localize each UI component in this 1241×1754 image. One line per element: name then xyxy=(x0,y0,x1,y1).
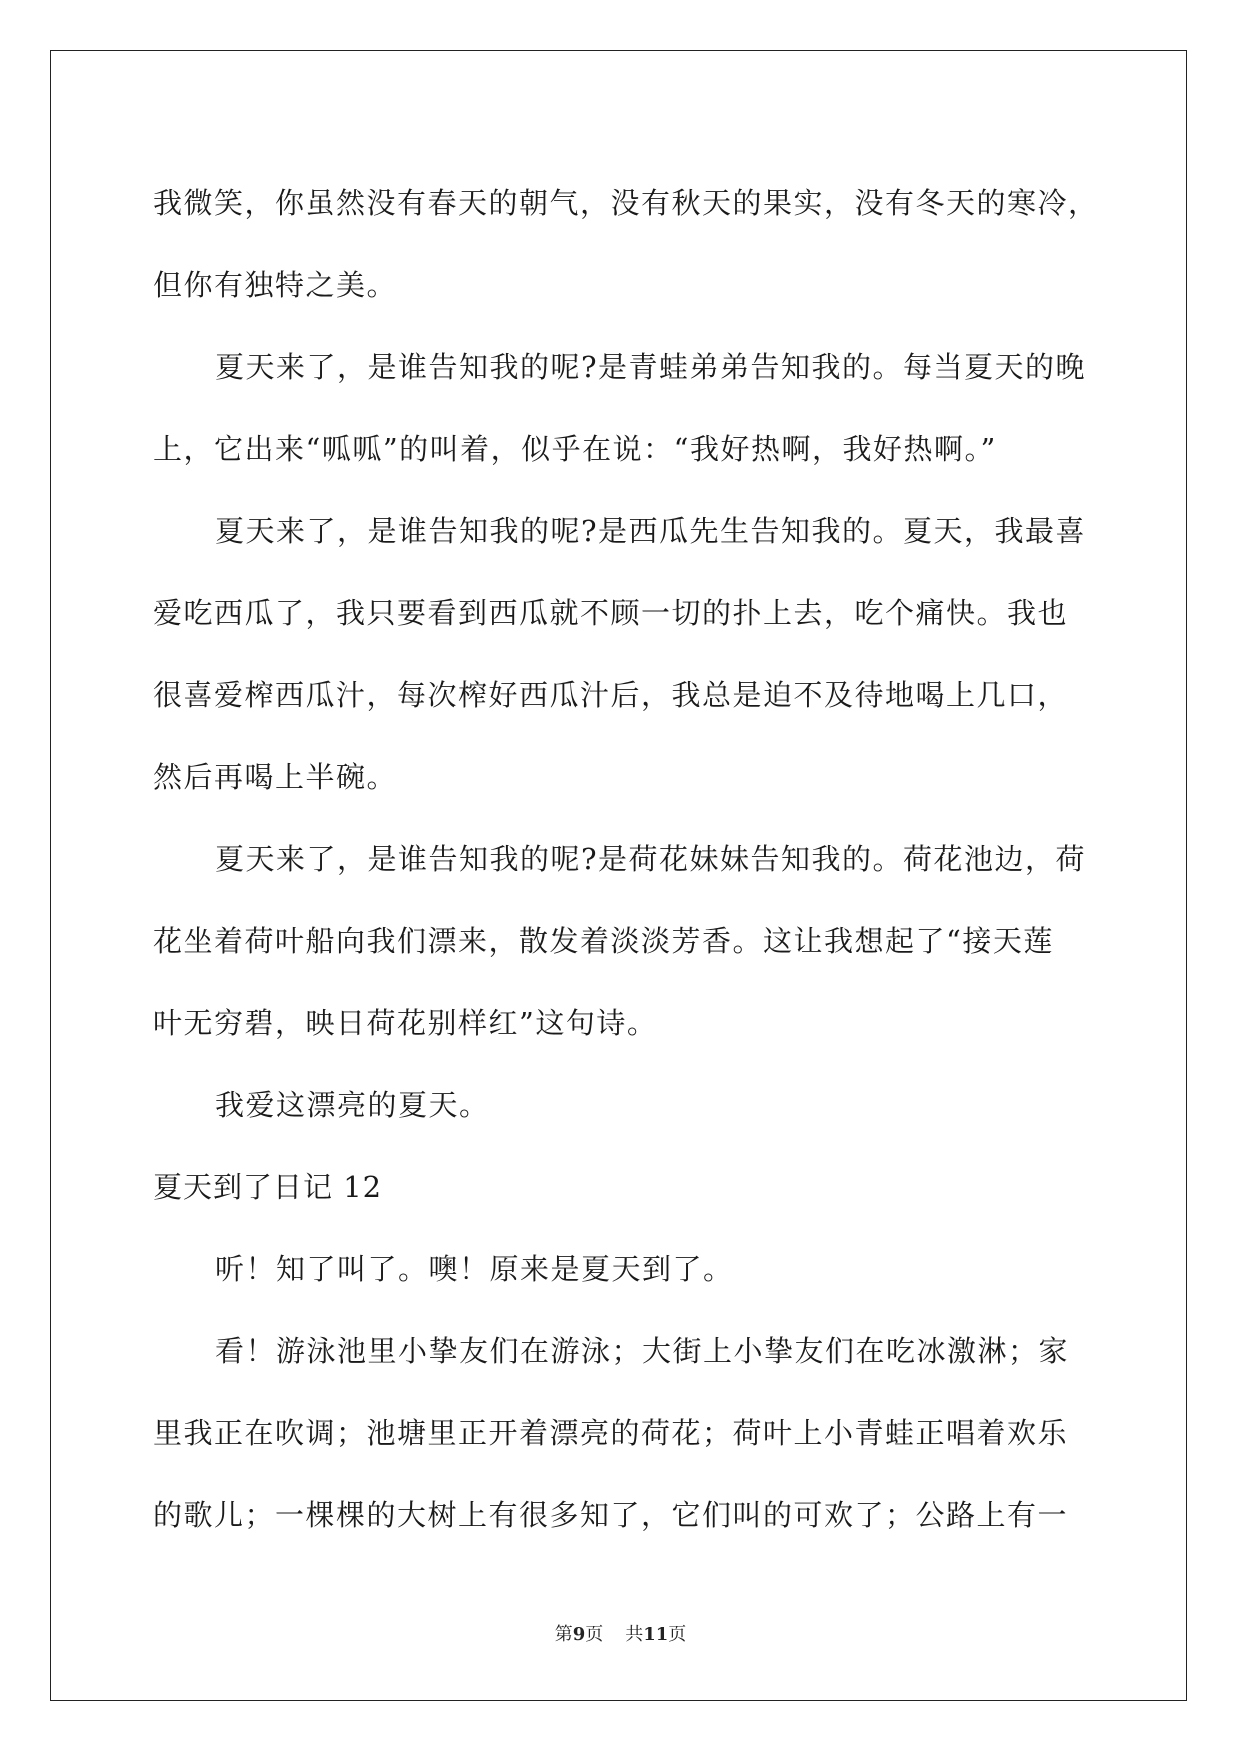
text-line: 很喜爱榨西瓜汁，每次榨好西瓜汁后，我总是迫不及待地喝上几口， xyxy=(153,678,1069,712)
text-line: 的歌儿；一棵棵的大树上有很多知了，它们叫的可欢了；公路上有一 xyxy=(153,1498,1069,1532)
paragraph-start-line: 夏天来了，是谁告知我的呢?是西瓜先生告知我的。夏天，我最喜 xyxy=(215,514,1087,548)
text-line: 爱吃西瓜了，我只要看到西瓜就不顾一切的扑上去，吃个痛快。我也 xyxy=(153,596,1069,630)
total-label-prefix: 共 xyxy=(625,1624,644,1645)
document-body xyxy=(153,162,1099,1556)
page-label-prefix: 第 xyxy=(554,1624,573,1645)
paragraph-start-line: 听！知了叫了。噢！原来是夏天到了。 xyxy=(215,1252,734,1286)
total-page-count: 11 xyxy=(643,1624,669,1645)
section-heading: 夏天到了日记 12 xyxy=(153,1170,383,1204)
paragraph-start-line: 看！游泳池里小挚友们在游泳；大街上小挚友们在吃冰激淋；家 xyxy=(215,1334,1070,1368)
text-line: 但你有独特之美。 xyxy=(153,268,398,302)
text-line: 上，它出来“呱呱”的叫着，似乎在说：“我好热啊，我好热啊。” xyxy=(153,432,997,466)
text-line: 我微笑，你虽然没有春天的朝气，没有秋天的果实，没有冬天的寒冷， xyxy=(153,186,1099,220)
text-line: 然后再喝上半碗。 xyxy=(153,760,398,794)
text-line: 里我正在吹调；池塘里正开着漂亮的荷花；荷叶上小青蛙正唱着欢乐 xyxy=(153,1416,1069,1450)
total-label-suffix: 页 xyxy=(668,1624,687,1645)
text-line: 花坐着荷叶船向我们漂来，散发着淡淡芳香。这让我想起了“接天莲 xyxy=(153,924,1054,958)
page-footer xyxy=(0,1620,1241,1646)
paragraph-start-line: 我爱这漂亮的夏天。 xyxy=(215,1088,490,1122)
text-line: 叶无穷碧，映日荷花别样红”这句诗。 xyxy=(153,1006,658,1040)
paragraph-start-line: 夏天来了，是谁告知我的呢?是青蛙弟弟告知我的。每当夏天的晚 xyxy=(215,350,1087,384)
page-label-suffix: 页 xyxy=(585,1624,604,1645)
paragraph-start-line: 夏天来了，是谁告知我的呢?是荷花妹妹告知我的。荷花池边，荷 xyxy=(215,842,1087,876)
current-page-number: 9 xyxy=(572,1624,586,1645)
